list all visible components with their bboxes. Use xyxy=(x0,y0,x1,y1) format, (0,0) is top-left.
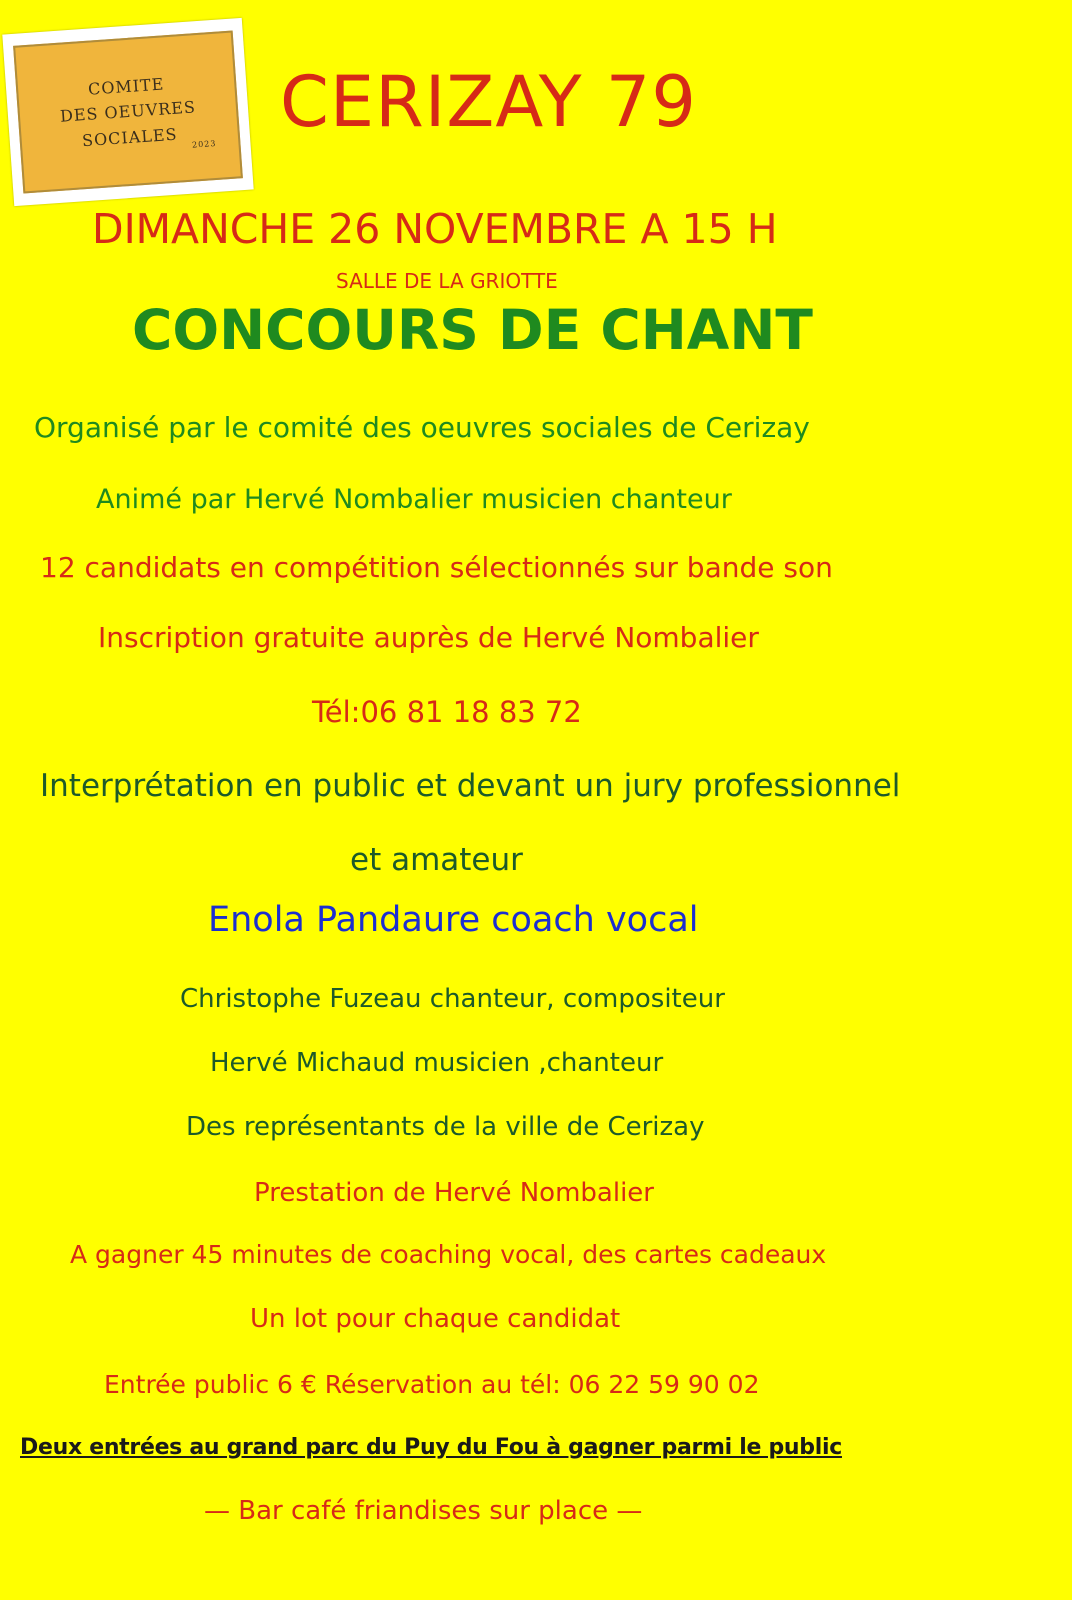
jury-member-3: Hervé Michaud musicien ,chanteur xyxy=(210,1048,664,1078)
organizer-line: Organisé par le comité des oeuvres sociales de Cerizay xyxy=(34,411,810,444)
city-title: CERIZAY 79 xyxy=(280,61,697,143)
phone-line: Tél:06 81 18 83 72 xyxy=(312,695,582,729)
show-line: Prestation de Hervé Nombalier xyxy=(254,1178,654,1208)
comite-logo-badge xyxy=(2,18,253,206)
lot-line: Un lot pour chaque candidat xyxy=(250,1304,621,1334)
registration-line: Inscription gratuite auprès de Hervé Nombalier xyxy=(98,621,759,654)
performance-line-1: Interprétation en public et devant un jury professionnel xyxy=(40,768,901,804)
jury-member-2: Christophe Fuzeau chanteur, compositeur xyxy=(180,984,725,1014)
jury-member-1: Enola Pandaure coach vocal xyxy=(208,900,699,940)
puy-du-fou-line: Deux entrées au grand parc du Puy du Fou à gagner parmi le public xyxy=(20,1435,842,1460)
venue: SALLE DE LA GRIOTTE xyxy=(336,269,558,293)
badge-line-2: DES OEUVRES xyxy=(59,97,197,126)
performance-line-2: et amateur xyxy=(350,842,523,878)
event-name: CONCOURS DE CHANT xyxy=(132,298,813,362)
badge-inner xyxy=(13,31,243,194)
event-date: DIMANCHE 26 NOVEMBRE A 15 H xyxy=(92,205,778,253)
entry-line: Entrée public 6 € Réservation au tél: 06 22 59 90 02 xyxy=(104,1370,760,1399)
host-line: Animé par Hervé Nombalier musicien chanteur xyxy=(96,484,732,515)
badge-line-3: SOCIALES xyxy=(81,124,179,151)
badge-line-1: COMITE xyxy=(87,74,165,99)
prize-line: A gagner 45 minutes de coaching vocal, des cartes cadeaux xyxy=(70,1240,827,1269)
bar-line: — Bar café friandises sur place — xyxy=(204,1496,643,1526)
candidates-line: 12 candidats en compétition sélectionnés sur bande son xyxy=(40,551,833,584)
badge-year: 2023 xyxy=(191,138,217,150)
jury-member-4: Des représentants de la ville de Cerizay xyxy=(186,1112,705,1142)
